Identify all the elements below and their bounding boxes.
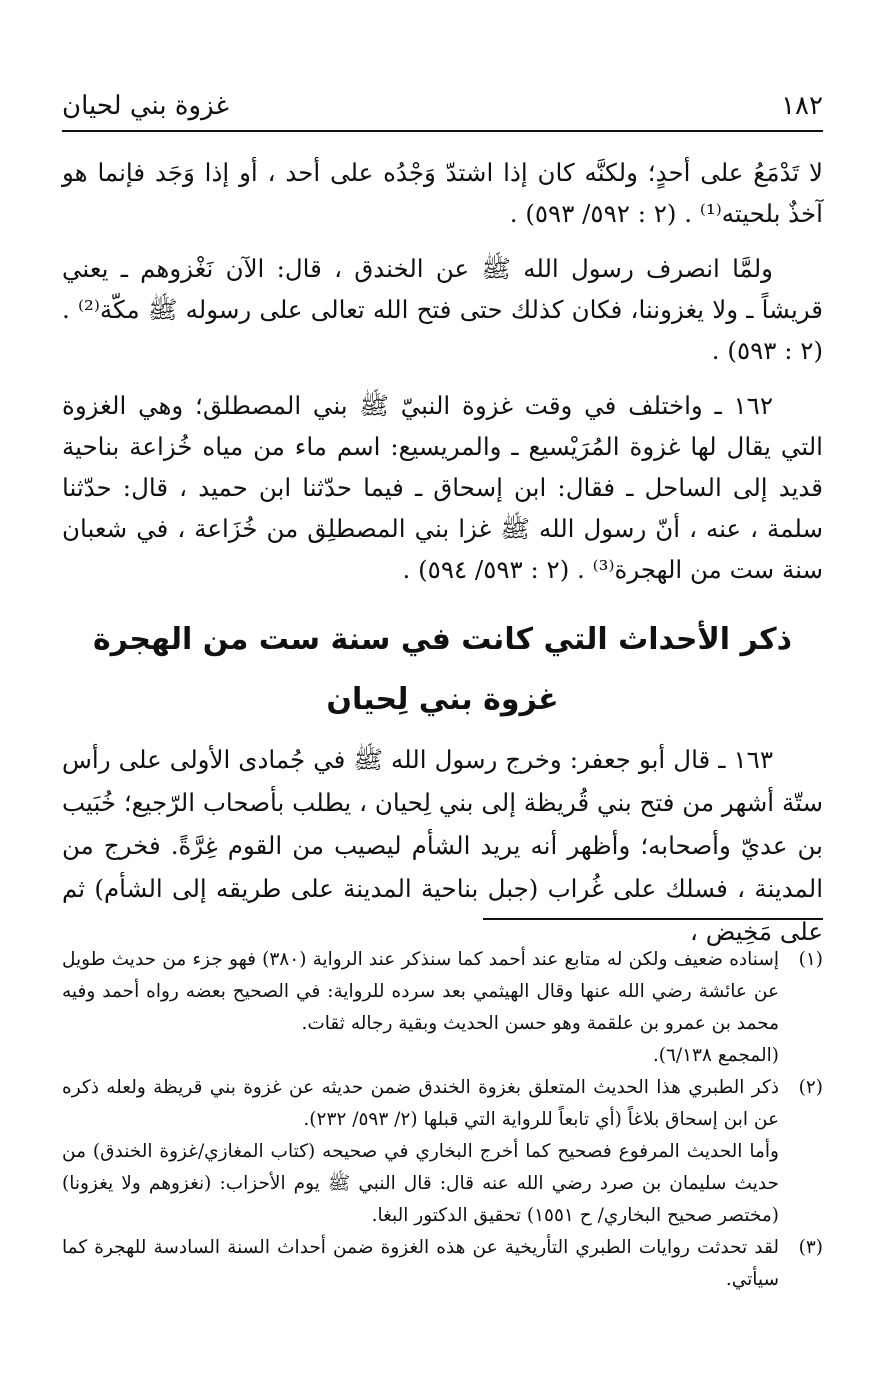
paragraph-khandaq: ولمَّا انصرف رسول الله ﷺ عن الخندق ، قال: الآن نَغْزوهم ـ يعني قريشاً ـ ولا يغزوننا، فكان كذلك حتى فتح الله تعالى على رسوله ﷺ مكّة⁽²⁾ . (٢ : ٥٩٣) . — [62, 254, 824, 365]
footnote-text: إسناده ضعيف ولكن له متابع عند أحمد كما سنذكر عند الرواية (٣٨٠) فهو جزء من حديث طويل عن عائشة رضي الله عنها وقال الهيثمي بعد سرده للرواية: في الصحيح بعضه رواه أحمد وفيه محمد بن عمرو بن علقمة وهو حسن الحديث وبقية رجاله ثقات. — [62, 949, 779, 1034]
section-headings — [62, 610, 823, 730]
footnote-text: ذكر الطبري هذا الحديث المتعلق بغزوة الخندق ضمن حديثه عن غزوة بني قريظة ولعله ذكره عن ابن إسحاق بلاغاً (أي تابعاً للرواية التي قبلها (٢/ ٥٩٣/ ٢٣٢). — [62, 1077, 779, 1130]
page-header — [62, 86, 823, 126]
subsection-heading: غزوة بني لِحيان — [326, 682, 559, 717]
paragraph-162: ١٦٢ ـ واختلف في وقت غزوة النبيّ ﷺ بني المصطلق؛ وهي الغزوة التي يقال لها غزوة المُرَيْسيع ـ والمريسيع: اسم ماء من مياه خُزاعة بناحية قديد إلى الساحل ـ فقال: ابن إسحاق ـ فيما حدّثنا ابن حميد ، قال: حدّثنا سلمة ، عنه ، أنّ رسول الله ﷺ غزا بني المصطلِق من خُزَاعة ، في شعبان سنة ست من الهجرة⁽³⁾ . (٢ : ٥٩٣/ ٥٩٤) . — [62, 391, 823, 584]
footnote-number: (١) — [798, 949, 823, 970]
footnote-text: وأما الحديث المرفوع فصحيح كما أخرج البخاري في صحيحه (كتاب المغازي/غزوة الخندق) من حديث سليمان بن صرد رضي الله عنه قال: قال النبي ﷺ يوم الأحزاب: (نغزوهم ولا يغزونا) (مختصر صحيح البخاري/ ح ١٥٥١) تحقيق الدكتور البغا. — [62, 1141, 779, 1226]
footnote-3 — [62, 1232, 823, 1296]
footnote-text: لقد تحدثت روايات الطبري التأريخية عن هذه الغزوة ضمن أحداث السنة السادسة للهجرة كما سيأتي. — [62, 1237, 779, 1290]
footnote-1 — [62, 944, 823, 1072]
paragraph-163: ١٦٣ ـ قال أبو جعفر: وخرج رسول الله ﷺ في جُمادى الأولى على رأس ستّة أشهر من فتح بني قُريظة إلى بني لِحيان ، يطلب بأصحاب الرّجيع؛ خُبَيب بن عديّ وأصحابه؛ وأظهر أنه يريد الشأم ليصيب من القوم غِرَّةً. فخرج من المدينة ، فسلك على غُراب (جبل بناحية المدينة على طريقه إلى الشأم) ثم على مَخِيض ، — [62, 745, 823, 946]
paragraph-continuation: لا تَدْمَعُ على أحدٍ؛ ولكنَّه كان إذا اشتدّ وَجْدُه على أحد ، أو إذا وَجَد فإنما هو آخذٌ بلحيته⁽¹⁾ . (٢ : ٥٩٢/ ٥٩٣) . — [62, 158, 823, 228]
footnote-number: (٣) — [798, 1237, 823, 1258]
header-divider — [62, 130, 823, 132]
main-text-bottom — [62, 738, 823, 953]
footnote-2 — [62, 1072, 823, 1232]
footnotes — [62, 944, 823, 1296]
footnote-text: (المجمع ٦/١٣٨). — [652, 1045, 779, 1066]
section-heading: ذكر الأحداث التي كانت في سنة ست من الهجرة — [92, 622, 793, 657]
footnote-divider — [483, 918, 823, 920]
page-number: ١٨٢ — [781, 91, 823, 121]
running-title: غزوة بني لحيان — [62, 91, 229, 121]
main-text-top — [62, 152, 823, 604]
footnote-number: (٢) — [798, 1077, 823, 1098]
